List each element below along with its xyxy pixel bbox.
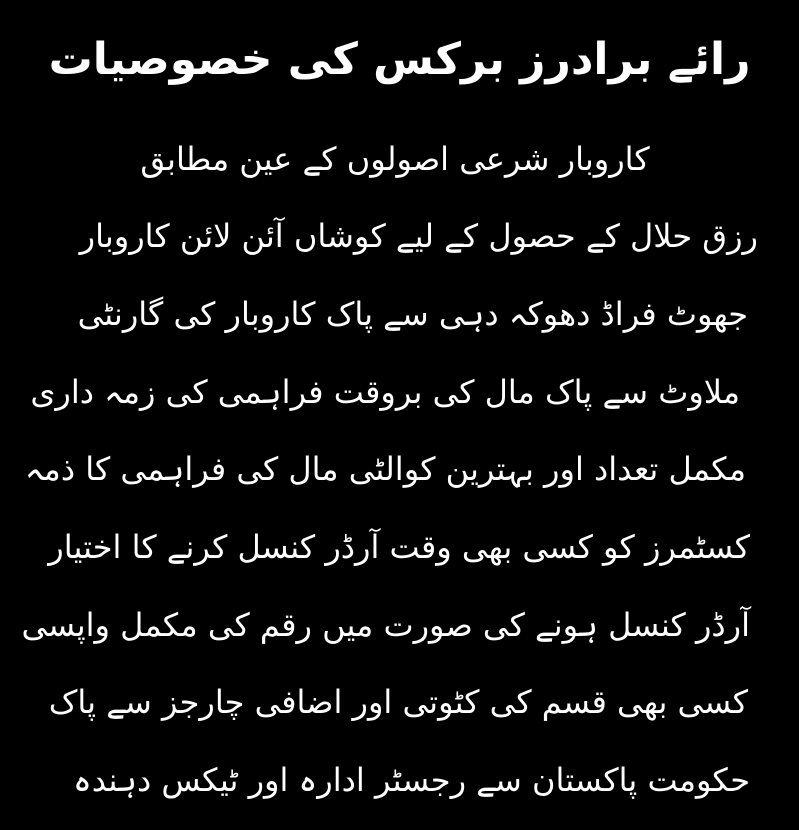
- feature-line-fraud-free-guarantee: جھوٹ فراڈ دھوکہ دہی سے پاک کاروبار کی گارنٹی: [77, 295, 748, 333]
- feature-line-sharia-compliant: کاروبار شرعی اصولوں کے عین مطابق: [140, 140, 650, 178]
- feature-line-halal-online-business: رزق حلال کے حصول کے لیے کوشاں آئن لائن کاروبار: [79, 217, 758, 255]
- feature-line-timely-pure-supply: ملاوٹ سے پاک مال کی بروقت فراہمی کی زمہ داری: [30, 373, 740, 411]
- page-title: رائے برادرز برکس کی خصوصیات: [48, 34, 751, 85]
- feature-line-full-quantity-quality: مکمل تعداد اور بہترین کوالٹی مال کی فراہمی کا ذمہ: [24, 450, 746, 488]
- feature-line-government-registered: حکومت پاکستان سے رجسٹر ادارہ اور ٹیکس دہندہ: [72, 761, 750, 799]
- feature-line-full-refund: آرڈر کنسل ہونے کی صورت میں رقم کی مکمل واپسی: [21, 606, 750, 644]
- feature-line-cancel-anytime: کسٹمرز کو کسی بھی وقت آرڈر کنسل کرنے کا اختیار: [48, 528, 750, 566]
- feature-line-no-extra-charges: کسی بھی قسم کی کٹوتی اور اضافی چارجز سے پاک: [48, 683, 748, 721]
